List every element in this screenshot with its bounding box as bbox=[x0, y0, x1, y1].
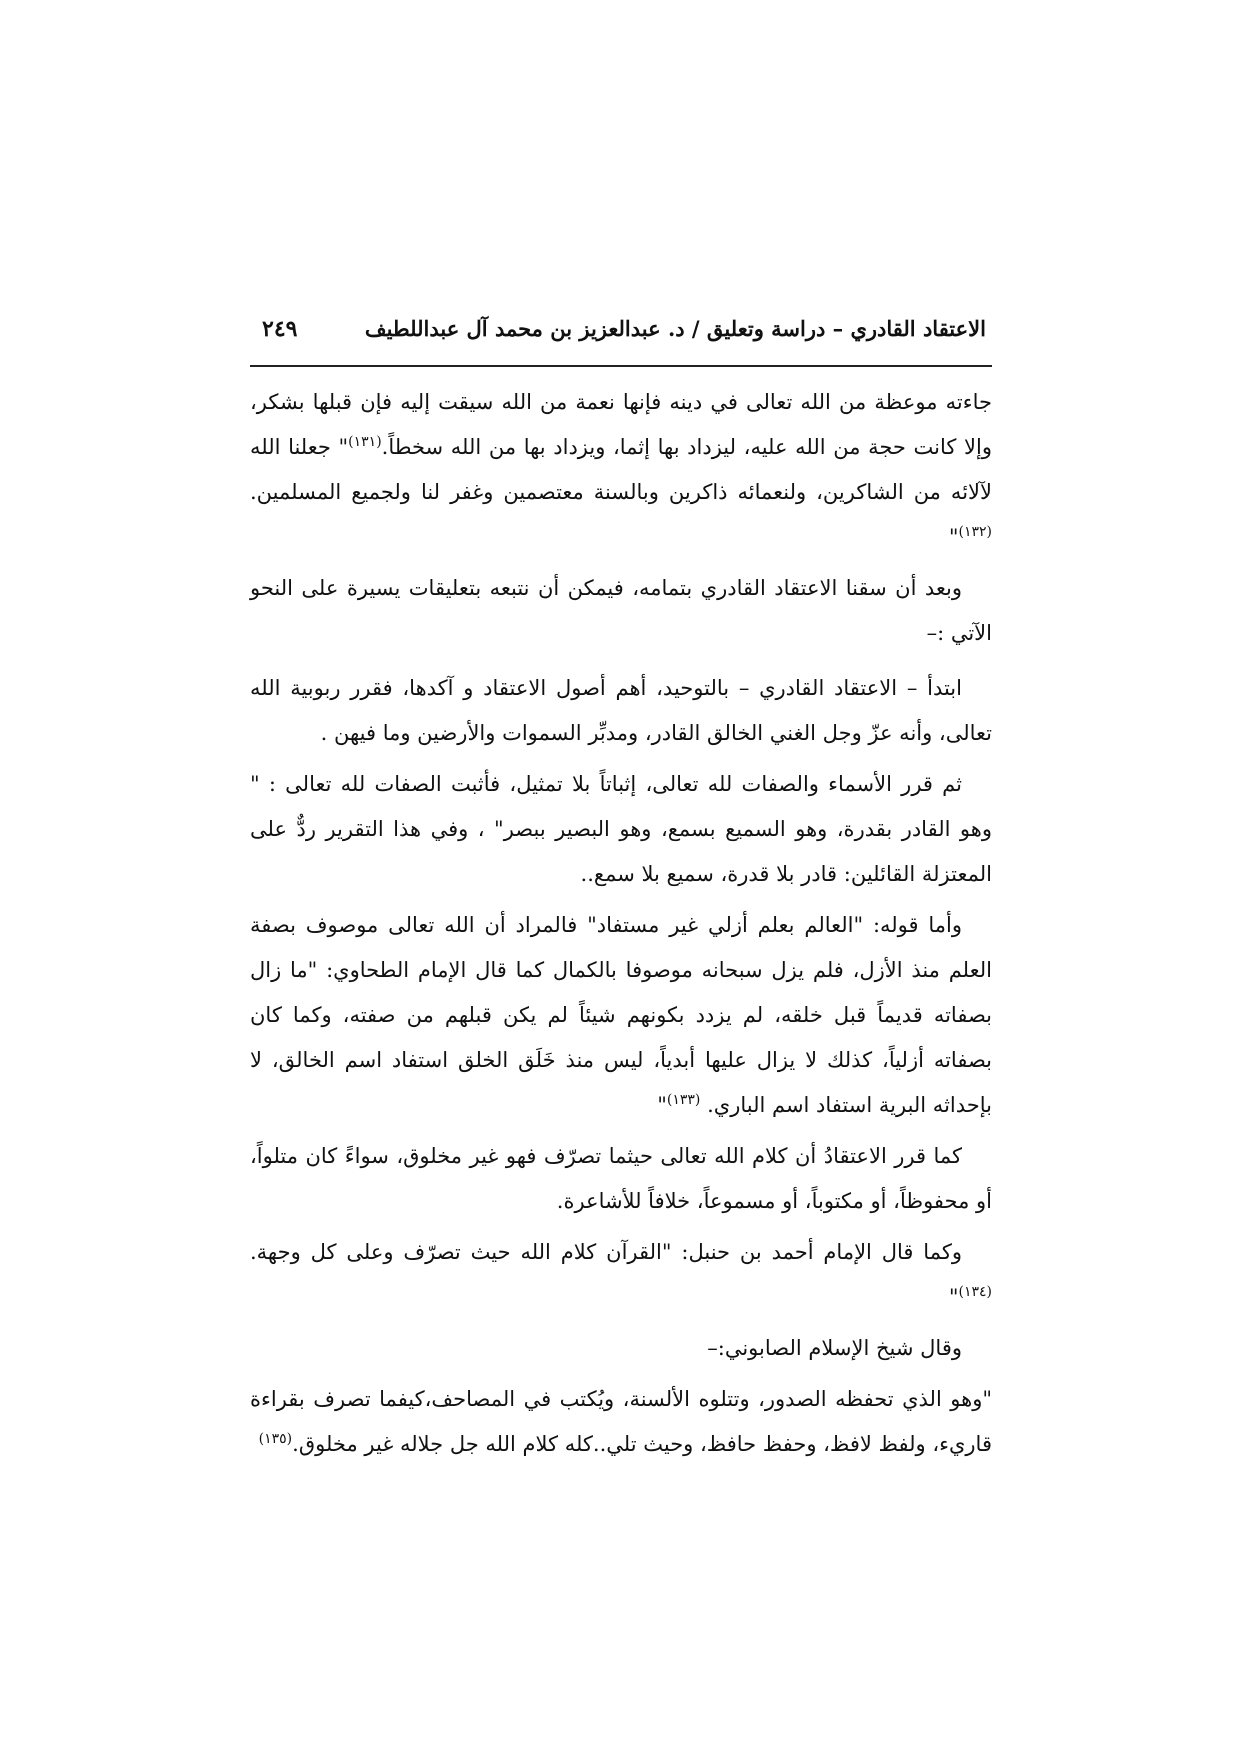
running-header bbox=[250, 312, 992, 352]
footnote-ref[interactable]: (١٣٢) bbox=[958, 524, 992, 540]
paragraph-4 bbox=[250, 762, 992, 897]
paragraph-8 bbox=[250, 1326, 992, 1371]
paragraph-2 bbox=[250, 566, 992, 656]
paragraph-text: وأما قوله: "العالم بعلم أزلي غير مستفاد" فالمراد أن الله تعالى موصوف بصفة العلم منذ الأزل، فلم يزل سبحانه موصوفا بالكمال كما قال الإمام الطحاوي: "ما زال بصفاته قديماً قبل خلقه، لم يزدد بكونهم شيئاً لم يكن قبلهم من صفته، وكما كان بصفاته أزلياً، كذلك لا يزال عليها أبدياً، ليس منذ خَلَق الخلق استفاد اسم الخالق، لا بإحداثه البرية استفاد اسم الباري. bbox=[250, 913, 992, 1117]
paragraph-text: "وهو الذي تحفظه الصدور، وتتلوه الألسنة، ويُكتب في المصاحف،كيفما تصرف بقراءة قاريء، ولفظ لافظ، وحفظ حافظ، وحيث تلي..كله كلام الله جل جلاله غير مخلوق. bbox=[250, 1387, 992, 1456]
header-divider bbox=[250, 365, 992, 367]
footnote-ref[interactable]: (١٣١) bbox=[348, 434, 382, 450]
paragraph-text: " bbox=[657, 1093, 667, 1117]
paragraph-text: " bbox=[948, 1285, 959, 1309]
paragraph-9 bbox=[250, 1377, 992, 1467]
body-text bbox=[250, 380, 992, 1473]
paragraph-text: " جعلنا الله لآلائه من الشاكرين، ولنعمائه ذاكرين وبالسنة معتصمين وغفر لنا ولجميع المسلمين. bbox=[250, 435, 992, 504]
paragraph-text: وبعد أن سقنا الاعتقاد القادري بتمامه، فيمكن أن نتبعه بتعليقات يسيرة على النحو الآتي :– bbox=[250, 576, 992, 645]
paragraph-text: " bbox=[948, 525, 959, 549]
paragraph-text: ثم قرر الأسماء والصفات لله تعالى، إثباتاً بلا تمثيل، فأثبت الصفات لله تعالى : " وهو القادر بقدرة، وهو السميع بسمع، وهو البصير ببصر" ، وفي هذا التقرير ردٌّ على المعتزلة القائلين: قادر بلا قدرة، سميع بلا سمع.. bbox=[250, 772, 992, 886]
paragraph-text: جاءته موعظة من الله تعالى في دينه فإنها نعمة من الله سيقت إليه فإن قبلها بشكر، وإلا كانت حجة من الله عليه، ليزداد بها إثما، ويزداد بها من الله سخطاً. bbox=[250, 390, 992, 459]
paragraph-text: كما قرر الاعتقادُ أن كلام الله تعالى حيثما تصرّف فهو غير مخلوق، سواءً كان متلواً، أو محفوظاً، أو مكتوباً، أو مسموعاً، خلافاً للأشاعرة. bbox=[250, 1144, 992, 1213]
paragraph-text: وقال شيخ الإسلام الصابوني:– bbox=[707, 1336, 962, 1360]
header-title: الاعتقاد القادري – دراسة وتعليق / د. عبدالعزيز بن محمد آل عبداللطيف bbox=[364, 316, 986, 341]
paragraph-1 bbox=[250, 380, 992, 560]
paragraph-6 bbox=[250, 1134, 992, 1224]
paragraph-text: وكما قال الإمام أحمد بن حنبل: "القرآن كلام الله حيث تصرّف وعلى كل وجهة. bbox=[250, 1240, 962, 1264]
paragraph-text: ابتدأ – الاعتقاد القادري – بالتوحيد، أهم أصول الاعتقاد و آكدها، فقرر ربوبية الله تعالى، وأنه عزّ وجل الغني الخالق القادر، ومدبِّر السموات والأرضين وما فيهن . bbox=[250, 676, 992, 745]
page-number: ٢٤٩ bbox=[262, 316, 298, 342]
footnote-ref[interactable]: (١٣٤) bbox=[958, 1284, 992, 1300]
footnote-ref[interactable]: (١٣٣) bbox=[666, 1092, 701, 1108]
paragraph-3 bbox=[250, 666, 992, 756]
paragraph-7 bbox=[250, 1230, 992, 1320]
paragraph-5 bbox=[250, 903, 992, 1128]
footnote-ref[interactable]: (١٣٥) bbox=[258, 1431, 293, 1447]
